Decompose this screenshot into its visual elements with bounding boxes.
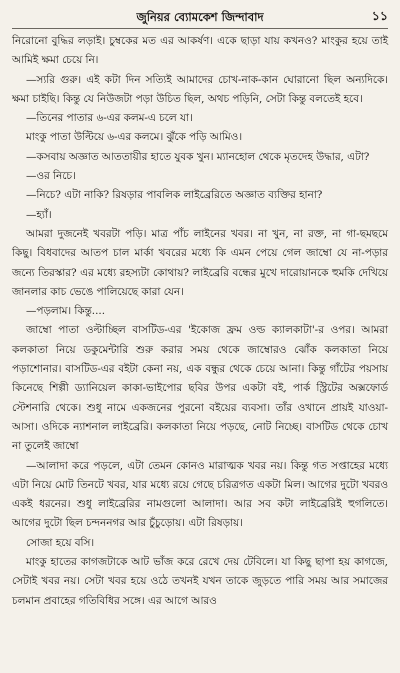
running-title: জুনিয়র ব্যোমকেশ জিন্দাবাদ: [136, 10, 264, 24]
paragraph: —হ্যাঁ।: [26, 208, 52, 221]
paragraph: —কসবায় অজ্ঞাত আততায়ীর হাতে যুবক খুন। ম্যানহোল থেকে মৃতদেহ উদ্ধার, এটা?: [26, 150, 370, 163]
paragraph: নিরোনো বুদ্ধির লড়াই। চুম্বকের মত এর আকর্ষণ। একে ছাড়া যায় কখনও? মাংকুর হয়ে তাই আমিই ক্ষমা চেয়ে নি।: [12, 35, 388, 67]
paragraph: মাংকু পাতা উল্টিয়ে ৬-এর কলমে। ঝুঁকে পড়ি আমিও।: [26, 131, 243, 144]
paragraph: —নিচে? এটা নাকি? রিষড়ার পাবলিক লাইব্রেরিতে অজ্ঞাত ব্যক্তির হানা?: [26, 189, 323, 202]
paragraph: মাংকু হাতের কাগজটাকে আট ভাঁজ করে রেখে দেয় টেবিলে। যা কিছু ছাপা হয় কাগজে, সেটাই খবর নয়। সেটা খবর হয়ে ওঠে তখনই যখন তাকে জুড়তে পারি সময় আর সমাজের চলমান প্রবাহের গতিবিধির সঙ্গে। এর আগে আরও: [12, 556, 388, 607]
page-number: ১১: [371, 8, 388, 23]
paragraph: সোজা হয়ে বসি।: [26, 536, 95, 549]
body-text: [12, 32, 388, 611]
paragraph: আমরা দুজনেই খবরটা পড়ি। মাত্র পাঁচ লাইনের খবর। না খুন, না রক্ত, না গা-ছমছমে কিছু। বিধবাদের আতপ চাল মার্কা খবরের মধ্যে কি এমন পেয়ে গেল জাম্বো যে না-পড়ার জন্যে তিরস্কার? এর মধ্যে রহস্যটা কোথায়? লাইব্রেরি বন্ধের মুখে দারোয়ানকে হুমকি দেখিয়ে জানলার কাচ ভেঙে পালিয়েছে কারা যেন।: [12, 227, 388, 298]
paragraph: —তিনের পাতার ৬-এর কলম-এ চলে যা।: [26, 112, 193, 125]
paragraph: —ওর নিচে।: [26, 170, 76, 183]
paragraph: —আলাদা করে পড়লে, এটা তেমন কোনও মারাত্মক খবর নয়। কিন্তু গত সপ্তাহের মধ্যে এটা নিয়ে মোট তিনটে খবর, যার মধ্যে রয়ে গেছে চরিত্রগত একটা মিল। আগের দুটো খবরও একই ধরনের। শুধু লাইব্রেরির নামগুলো আলাদা। আর সব কটা লাইব্রেরিই হুগলিতে। আগের দুটো ছিল চন্দননগর আর চুঁচুড়োয়। এটা রিষড়ায়।: [12, 459, 388, 530]
paragraph: —পড়লাম। কিন্তু....: [26, 305, 106, 318]
paragraph: —স্যরি গুরু। এই কটা দিন সত্যিই আমাদের চোখ-নাক-কান ঘোরানো ছিল অন্যদিকে। ক্ষমা চাইছি। কিন্তু যে নিউজটা পড়া উচিত ছিল, অথচ পড়িনি, সেটা কিন্তু বলতেই হবে।: [12, 73, 388, 105]
paragraph: জাম্বো পাতা ওল্টাচ্ছিল বাসটিড-এর 'ইকোজ ফ্রম ওল্ড ক্যালকাটা'-র ওপর। আমরা কলকাতা নিয়ে ডকুমেন্টারি শুরু করার সময় থেকে জাম্বোরও ঝোঁক কলকাতা নিয়ে পড়াশোনার। বাসটিড-এর বইটা কেনা নয়, এক বন্ধুর থেকে চেয়ে আনা। কিন্তু গাঁটের পয়সায় কিনেছে শিল্পী ড্যানিয়েল কাকা-ভাইপোর ছবির উপর একটা বই, পার্ক স্ট্রিটের অক্সফোর্ড স্টেশনারি থেকে। শুধু নামে একজনের পুরনো বইয়ের ব্যবসা। তাঁর ওখানে প্রায়ই যাওয়া-আসা। ওদিকে ন্যাশনাল লাইব্রেরি। কলকাতা নিয়ে পড়ছে, নোট নিচ্ছে। বাসটিড থেকে চোখ না তুলেই জাম্বো: [12, 324, 388, 453]
running-head: [12, 6, 388, 29]
